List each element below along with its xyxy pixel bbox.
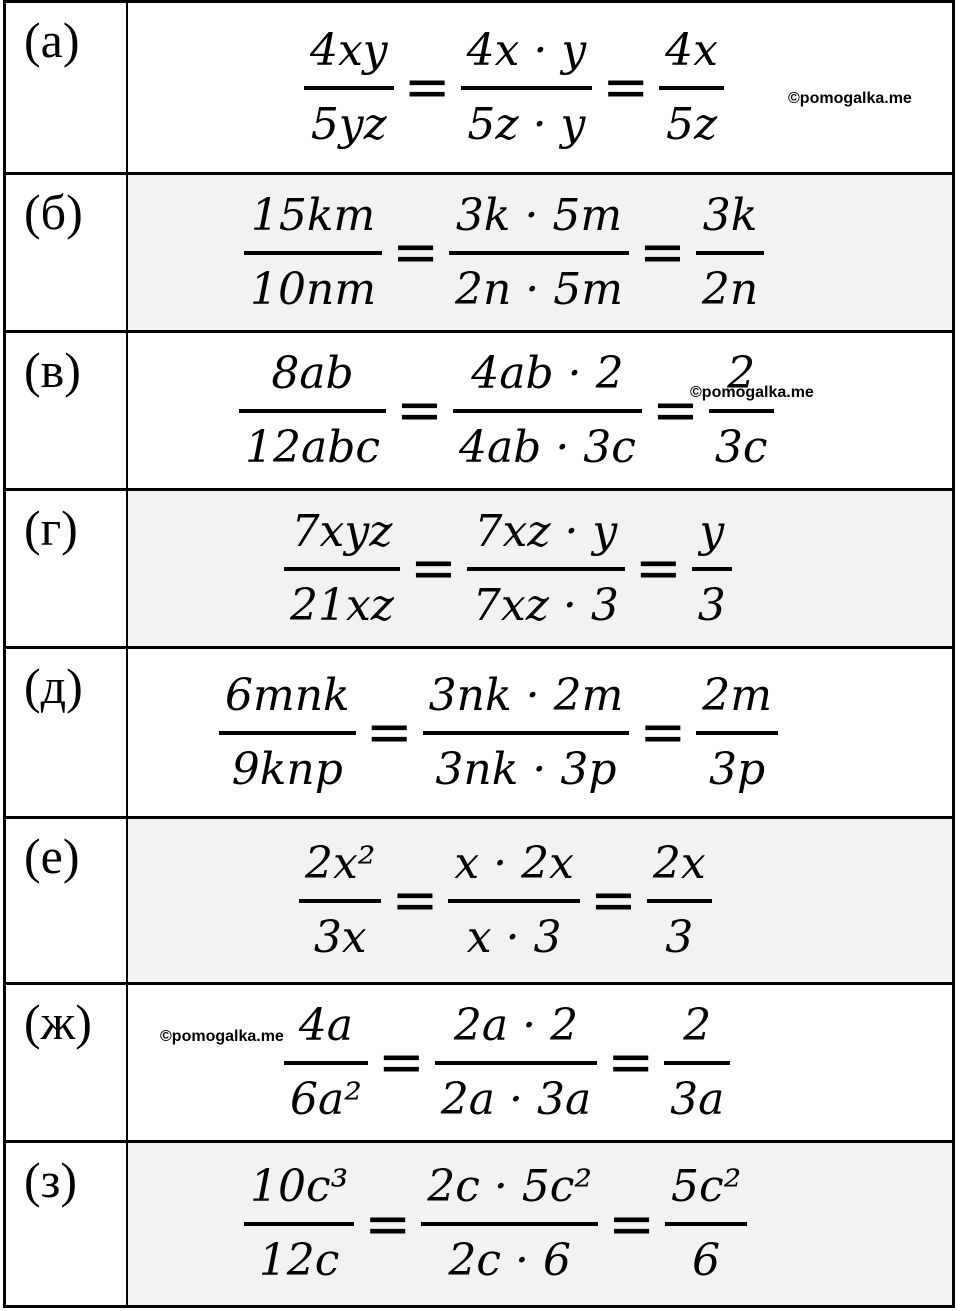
table-row bbox=[3, 330, 955, 488]
equals-sign: = bbox=[391, 868, 439, 933]
equation-cell bbox=[128, 3, 952, 172]
numerator: 4a bbox=[298, 999, 354, 1051]
denominator: 3x bbox=[313, 911, 367, 963]
equation bbox=[298, 3, 730, 172]
fraction bbox=[421, 1152, 598, 1296]
fraction bbox=[299, 829, 381, 973]
denominator: 7xz · 3 bbox=[472, 579, 619, 631]
fraction bbox=[659, 16, 724, 160]
fraction bbox=[453, 339, 642, 483]
denominator: 3 bbox=[697, 579, 726, 631]
numerator: 2c · 5c² bbox=[427, 1161, 593, 1212]
fraction bbox=[647, 829, 712, 973]
equation bbox=[238, 1143, 753, 1305]
watermark: ©pomogalka.me bbox=[788, 90, 912, 107]
numerator: 2a · 2 bbox=[453, 999, 579, 1051]
numerator: 7xz · y bbox=[474, 505, 618, 557]
table-row bbox=[3, 816, 955, 982]
row-label: (а) bbox=[6, 3, 128, 172]
equals-sign: = bbox=[608, 1191, 655, 1257]
denominator: 3nk · 3p bbox=[435, 743, 617, 795]
equals-sign: = bbox=[409, 536, 457, 601]
fraction bbox=[664, 991, 730, 1135]
numerator: 2m bbox=[702, 669, 772, 721]
row-label: (д) bbox=[6, 649, 128, 816]
denominator: x · 3 bbox=[466, 911, 562, 963]
fraction bbox=[665, 1152, 747, 1296]
fraction bbox=[709, 339, 774, 483]
equation-cell bbox=[128, 819, 952, 982]
numerator: 8ab bbox=[271, 347, 354, 399]
numerator: 2x bbox=[652, 837, 706, 889]
equals-sign: = bbox=[607, 1030, 655, 1095]
fraction bbox=[696, 661, 778, 805]
equation bbox=[213, 649, 784, 816]
numerator: 7xyz bbox=[291, 505, 393, 557]
denominator: 2c · 6 bbox=[448, 1235, 571, 1286]
numerator: 4x bbox=[665, 24, 718, 76]
numerator: 2 bbox=[683, 999, 712, 1051]
numerator: 3k · 5m bbox=[455, 189, 623, 241]
table-row bbox=[3, 0, 955, 172]
fraction bbox=[696, 181, 764, 325]
fraction bbox=[239, 339, 386, 483]
equation-cell bbox=[128, 1143, 952, 1305]
fraction bbox=[449, 181, 629, 325]
numerator: 3k bbox=[702, 189, 758, 241]
row-label: (в) bbox=[6, 333, 128, 488]
denominator: 12abc bbox=[245, 421, 381, 473]
equals-sign: = bbox=[396, 378, 443, 443]
numerator: 15km bbox=[250, 189, 376, 241]
equation bbox=[293, 819, 718, 982]
denominator: 2n · 5m bbox=[454, 263, 623, 315]
fraction bbox=[244, 181, 382, 325]
denominator: 3p bbox=[709, 743, 766, 795]
table-row bbox=[3, 1140, 955, 1308]
equation bbox=[233, 333, 780, 488]
denominator: 9knp bbox=[231, 743, 343, 795]
row-label: (б) bbox=[6, 175, 128, 330]
row-label: (г) bbox=[6, 491, 128, 646]
numerator: 4ab · 2 bbox=[471, 347, 624, 399]
equation-cell bbox=[128, 491, 952, 646]
denominator: 3a bbox=[670, 1073, 725, 1125]
fraction bbox=[304, 16, 394, 160]
equals-sign: = bbox=[364, 1191, 412, 1257]
numerator: 4x · y bbox=[466, 24, 587, 76]
denominator: 5z · y bbox=[467, 98, 586, 150]
denominator: 4ab · 3c bbox=[458, 421, 636, 473]
denominator: 12c bbox=[258, 1235, 340, 1286]
equation bbox=[278, 491, 738, 646]
fraction bbox=[461, 16, 593, 160]
row-label: (е) bbox=[6, 819, 128, 982]
numerator: 2x² bbox=[305, 837, 376, 889]
equation bbox=[238, 175, 770, 330]
equation-cell bbox=[128, 175, 952, 330]
equals-sign: = bbox=[589, 868, 637, 933]
numerator: 4xy bbox=[310, 24, 388, 76]
numerator: y bbox=[699, 505, 725, 557]
denominator: 5z bbox=[665, 98, 718, 150]
denominator: 3 bbox=[665, 911, 694, 963]
denominator: 21xz bbox=[290, 579, 394, 631]
numerator: 2 bbox=[727, 347, 756, 399]
row-label: (з) bbox=[6, 1143, 128, 1305]
equals-sign: = bbox=[377, 1030, 425, 1095]
numerator: 6mnk bbox=[225, 669, 350, 721]
denominator: 5yz bbox=[310, 98, 387, 150]
equals-sign: = bbox=[639, 220, 686, 285]
equals-sign: = bbox=[602, 55, 650, 120]
fraction bbox=[467, 497, 625, 641]
table-row bbox=[3, 646, 955, 816]
equation-cell bbox=[128, 649, 952, 816]
numerator: x · 2x bbox=[454, 837, 574, 889]
table-row bbox=[3, 172, 955, 330]
fraction bbox=[692, 497, 732, 641]
fraction bbox=[423, 661, 630, 805]
equals-sign: = bbox=[634, 536, 682, 601]
equation-cell bbox=[128, 985, 952, 1140]
equation bbox=[278, 985, 736, 1140]
fraction bbox=[448, 829, 580, 973]
equals-sign: = bbox=[392, 220, 439, 285]
fraction bbox=[435, 991, 597, 1135]
numerator: 10c³ bbox=[250, 1161, 349, 1212]
denominator: 3c bbox=[714, 421, 768, 473]
equals-sign: = bbox=[365, 700, 413, 765]
fraction bbox=[244, 1152, 354, 1296]
equals-sign: = bbox=[403, 55, 451, 120]
fraction bbox=[284, 991, 368, 1135]
denominator: 6 bbox=[692, 1235, 721, 1286]
denominator: 10nm bbox=[250, 263, 377, 315]
row-label: (ж) bbox=[6, 985, 128, 1140]
table-row bbox=[3, 982, 955, 1140]
watermark: ©pomogalka.me bbox=[690, 384, 814, 401]
equals-sign: = bbox=[651, 378, 699, 443]
equals-sign: = bbox=[639, 700, 687, 765]
fraction bbox=[219, 661, 356, 805]
watermark: ©pomogalka.me bbox=[160, 1028, 284, 1045]
equation-cell bbox=[128, 333, 952, 488]
denominator: 2n bbox=[701, 263, 759, 315]
fraction bbox=[284, 497, 400, 641]
numerator: 3nk · 2m bbox=[428, 669, 624, 721]
numerator: 5c² bbox=[671, 1161, 742, 1212]
table-row bbox=[3, 488, 955, 646]
denominator: 2a · 3a bbox=[440, 1073, 592, 1125]
denominator: 6a² bbox=[290, 1073, 362, 1125]
